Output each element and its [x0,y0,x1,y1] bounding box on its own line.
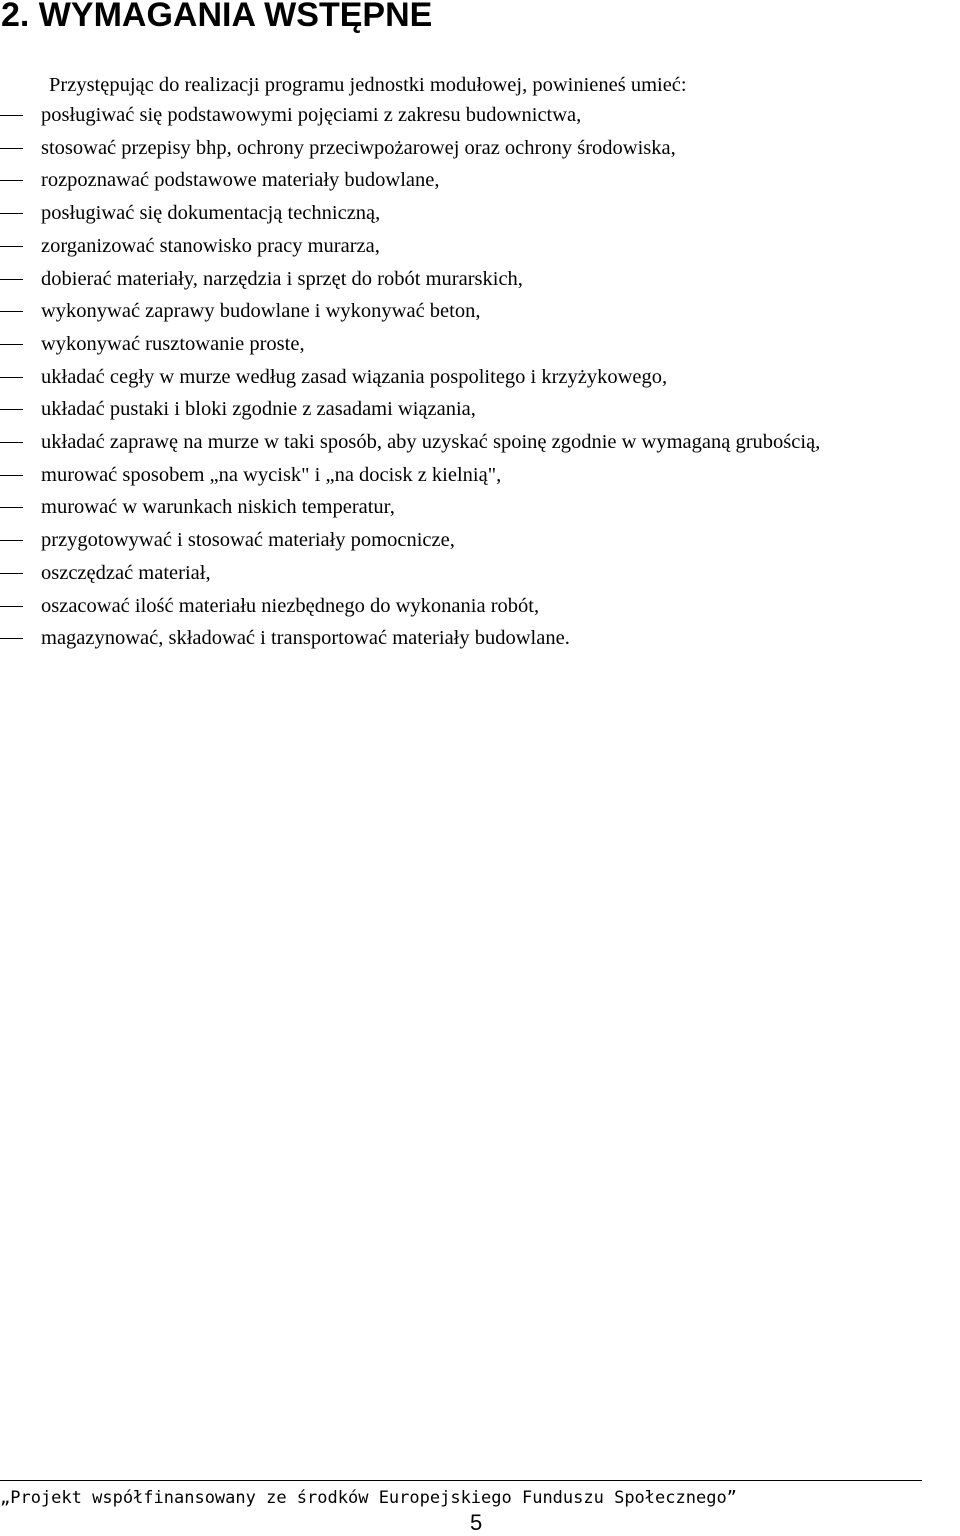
intro-paragraph: Przystępując do realizacji programu jednostki modułowej, powinieneś umieć: [49,74,687,96]
list-item [0,132,960,165]
list-item [0,295,960,328]
dash-bullet-icon [0,148,23,149]
dash-bullet-icon [0,507,23,508]
dash-bullet-icon [0,115,23,116]
dash-bullet-icon [0,180,23,181]
list-item-text: posługiwać się podstawowymi pojęciami z zakresu budownictwa, [41,104,582,126]
list-item-text: układać zaprawę na murze w taki sposób, aby uzyskać spoinę zgodnie w wymaganą grubością, [41,431,821,454]
footer-divider [0,1480,922,1481]
list-item-text: dobierać materiały, narzędzia i sprzęt do robót murarskich, [41,267,523,290]
list-item [0,622,960,655]
dash-bullet-icon [0,573,23,574]
list-item-text: układać cegły w murze według zasad wiązania pospolitego i krzyżykowego, [41,365,668,388]
list-item-text: murować sposobem „na wycisk" i „na docisk z kielnią", [41,463,502,486]
dash-bullet-icon [0,442,23,443]
dash-bullet-icon [0,540,23,541]
list-item [0,197,960,230]
list-item [0,557,960,590]
list-item [0,524,960,557]
list-item-text: przygotowywać i stosować materiały pomocnicze, [41,529,455,552]
list-item-text: stosować przepisy bhp, ochrony przeciwpożarowej oraz ochrony środowiska, [41,136,676,159]
dash-bullet-icon [0,344,23,345]
list-item-text: rozpoznawać podstawowe materiały budowlane, [41,169,440,192]
list-item-text: oszacować ilość materiału niezbędnego do wykonania robót, [41,594,540,617]
dash-bullet-icon [0,606,23,607]
list-item-text: murować w warunkach niskich temperatur, [41,496,395,519]
footer-note: „Projekt współfinansowany ze środków Europejskiego Funduszu Społecznego” [0,1488,737,1508]
dash-bullet-icon [0,638,23,639]
dash-bullet-icon [0,279,23,280]
list-item [0,361,960,394]
list-item-text: zorganizować stanowisko pracy murarza, [41,234,380,257]
dash-bullet-icon [0,311,23,312]
dash-bullet-icon [0,246,23,247]
list-item [0,491,960,524]
dash-bullet-icon [0,213,23,214]
list-item [0,426,960,459]
list-item [0,459,960,492]
list-item-text: magazynować, składować i transportować materiały budowlane. [41,627,570,650]
list-item [0,164,960,197]
section-heading: 2. WYMAGANIA WSTĘPNE [1,0,433,34]
dash-bullet-icon [0,475,23,476]
requirements-list [0,99,960,655]
list-item-text: oszczędzać materiał, [41,561,211,584]
dash-bullet-icon [0,377,23,378]
list-item [0,263,960,296]
list-item [0,393,960,426]
list-item-text: wykonywać zaprawy budowlane i wykonywać beton, [41,300,481,323]
list-item-text: układać pustaki i bloki zgodnie z zasadami wiązania, [41,398,476,421]
list-item [0,590,960,623]
list-item-text: wykonywać rusztowanie proste, [41,332,305,355]
list-item [0,99,960,132]
list-item [0,230,960,263]
page-number: 5 [470,1510,483,1535]
list-item [0,328,960,361]
list-item-text: posługiwać się dokumentacją techniczną, [41,202,381,225]
dash-bullet-icon [0,409,23,410]
